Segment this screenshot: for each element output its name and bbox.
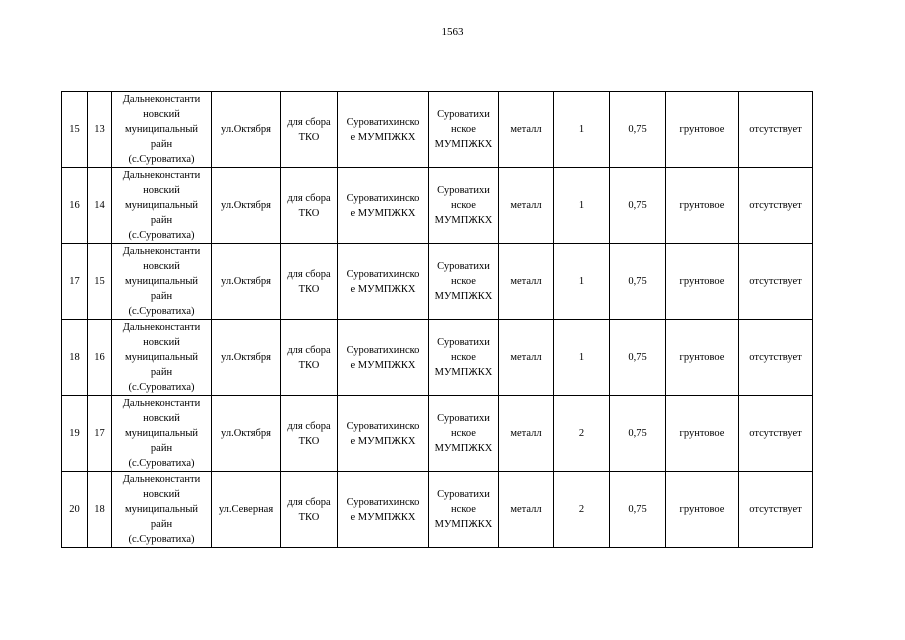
surface-cell [666, 472, 739, 548]
container-count-cell [554, 244, 610, 320]
fence-cell-text: отсутствует [749, 276, 802, 287]
table-body [62, 92, 813, 548]
fence-cell [739, 472, 813, 548]
owner-cell-text: Суроватихинско е МУМПЖКХ [346, 344, 420, 371]
district-cell-text: Дальнеконстанти новский муниципальный райн (с.Суроватиха) [122, 246, 201, 317]
container-count-cell [554, 92, 610, 168]
fence-cell-text: отсутствует [749, 200, 802, 211]
street-cell-text: ул.Октября [221, 428, 271, 439]
material-cell-text: металл [510, 200, 542, 211]
volume-cell-text: 0,75 [628, 200, 647, 211]
volume-cell [610, 396, 666, 472]
surface-cell [666, 92, 739, 168]
material-cell-text: металл [510, 276, 542, 287]
row-number-cell [62, 92, 88, 168]
row-number-cell-text: 16 [69, 200, 80, 211]
container-count-cell [554, 168, 610, 244]
table-row [62, 92, 813, 168]
material-cell [499, 472, 554, 548]
material-cell-text: металл [510, 352, 542, 363]
volume-cell [610, 472, 666, 548]
owner-cell [338, 168, 429, 244]
operator-cell [429, 396, 499, 472]
surface-cell-text: грунтовое [679, 504, 725, 515]
owner-cell-text: Суроватихинско е МУМПЖКХ [346, 116, 420, 143]
fence-cell-text: отсутствует [749, 352, 802, 363]
street-cell [212, 92, 281, 168]
owner-cell-text: Суроватихинско е МУМПЖКХ [346, 420, 420, 447]
operator-cell [429, 472, 499, 548]
container-count-cell [554, 320, 610, 396]
purpose-cell [281, 472, 338, 548]
surface-cell [666, 396, 739, 472]
page-number: 1563 [441, 26, 464, 38]
owner-cell-text: Суроватихинско е МУМПЖКХ [346, 268, 420, 295]
district-cell [112, 472, 212, 548]
owner-cell-text: Суроватихинско е МУМПЖКХ [346, 192, 420, 219]
operator-cell-text: Суроватихи нское МУМПЖКХ [434, 489, 493, 530]
volume-cell [610, 244, 666, 320]
material-cell [499, 320, 554, 396]
district-cell [112, 244, 212, 320]
surface-cell [666, 244, 739, 320]
sub-number-cell [88, 244, 112, 320]
purpose-cell [281, 244, 338, 320]
row-number-cell-text: 20 [69, 504, 80, 515]
volume-cell-text: 0,75 [628, 276, 647, 287]
operator-cell-text: Суроватихи нское МУМПЖКХ [434, 337, 493, 378]
volume-cell-text: 0,75 [628, 504, 647, 515]
purpose-cell-text: для сбора ТКО [287, 268, 331, 295]
material-cell [499, 244, 554, 320]
district-cell [112, 396, 212, 472]
sub-number-cell-text: 14 [94, 200, 105, 211]
district-cell-text: Дальнеконстанти новский муниципальный райн (с.Суроватиха) [122, 94, 201, 165]
purpose-cell-text: для сбора ТКО [287, 420, 331, 447]
district-cell [112, 168, 212, 244]
street-cell-text: ул.Октября [221, 124, 271, 135]
fence-cell [739, 244, 813, 320]
fence-cell-text: отсутствует [749, 428, 802, 439]
container-count-cell-text: 2 [578, 504, 585, 515]
container-count-cell-text: 1 [578, 352, 585, 363]
street-cell [212, 244, 281, 320]
table-row [62, 168, 813, 244]
volume-cell-text: 0,75 [628, 428, 647, 439]
district-cell-text: Дальнеконстанти новский муниципальный райн (с.Суроватиха) [122, 322, 201, 393]
district-cell-text: Дальнеконстанти новский муниципальный райн (с.Суроватиха) [122, 474, 201, 545]
sub-number-cell-text: 18 [94, 504, 105, 515]
purpose-cell [281, 320, 338, 396]
street-cell-text: ул.Октября [221, 276, 271, 287]
street-cell [212, 472, 281, 548]
volume-cell-text: 0,75 [628, 352, 647, 363]
material-cell [499, 168, 554, 244]
purpose-cell-text: для сбора ТКО [287, 192, 331, 219]
table-row [62, 320, 813, 396]
owner-cell [338, 92, 429, 168]
owner-cell [338, 472, 429, 548]
container-count-cell-text: 2 [578, 428, 585, 439]
purpose-cell-text: для сбора ТКО [287, 116, 331, 143]
surface-cell [666, 320, 739, 396]
purpose-cell [281, 396, 338, 472]
row-number-cell [62, 472, 88, 548]
street-cell [212, 320, 281, 396]
container-count-cell-text: 1 [578, 276, 585, 287]
purpose-cell-text: для сбора ТКО [287, 344, 331, 371]
surface-cell-text: грунтовое [679, 428, 725, 439]
table-row [62, 396, 813, 472]
sub-number-cell [88, 472, 112, 548]
street-cell [212, 396, 281, 472]
district-cell-text: Дальнеконстанти новский муниципальный райн (с.Суроватиха) [122, 398, 201, 469]
table-row [62, 244, 813, 320]
container-sites-table [61, 91, 813, 548]
surface-cell-text: грунтовое [679, 352, 725, 363]
fence-cell [739, 92, 813, 168]
material-cell [499, 396, 554, 472]
container-count-cell [554, 396, 610, 472]
purpose-cell-text: для сбора ТКО [287, 496, 331, 523]
volume-cell [610, 92, 666, 168]
container-count-cell-text: 1 [578, 124, 585, 135]
purpose-cell [281, 168, 338, 244]
street-cell [212, 168, 281, 244]
row-number-cell-text: 17 [69, 276, 80, 287]
operator-cell-text: Суроватихи нское МУМПЖКХ [434, 413, 493, 454]
sub-number-cell [88, 396, 112, 472]
operator-cell-text: Суроватихи нское МУМПЖКХ [434, 185, 493, 226]
material-cell-text: металл [510, 428, 542, 439]
sub-number-cell-text: 17 [94, 428, 105, 439]
row-number-cell-text: 15 [69, 124, 80, 135]
owner-cell [338, 320, 429, 396]
material-cell-text: металл [510, 504, 542, 515]
district-cell [112, 320, 212, 396]
fence-cell [739, 168, 813, 244]
fence-cell [739, 320, 813, 396]
owner-cell-text: Суроватихинско е МУМПЖКХ [346, 496, 420, 523]
volume-cell-text: 0,75 [628, 124, 647, 135]
sub-number-cell [88, 92, 112, 168]
table-row [62, 472, 813, 548]
container-count-cell-text: 1 [578, 200, 585, 211]
street-cell-text: ул.Октября [221, 200, 271, 211]
operator-cell-text: Суроватихи нское МУМПЖКХ [434, 261, 493, 302]
surface-cell [666, 168, 739, 244]
surface-cell-text: грунтовое [679, 276, 725, 287]
operator-cell [429, 92, 499, 168]
volume-cell [610, 320, 666, 396]
operator-cell-text: Суроватихи нское МУМПЖКХ [434, 109, 493, 150]
fence-cell-text: отсутствует [749, 504, 802, 515]
owner-cell [338, 244, 429, 320]
operator-cell [429, 244, 499, 320]
fence-cell [739, 396, 813, 472]
street-cell-text: ул.Северная [218, 504, 274, 515]
sub-number-cell [88, 168, 112, 244]
owner-cell [338, 396, 429, 472]
fence-cell-text: отсутствует [749, 124, 802, 135]
surface-cell-text: грунтовое [679, 124, 725, 135]
container-count-cell [554, 472, 610, 548]
material-cell [499, 92, 554, 168]
material-cell-text: металл [510, 124, 542, 135]
row-number-cell-text: 19 [69, 428, 80, 439]
district-cell [112, 92, 212, 168]
purpose-cell [281, 92, 338, 168]
sub-number-cell-text: 16 [94, 352, 105, 363]
row-number-cell [62, 320, 88, 396]
surface-cell-text: грунтовое [679, 200, 725, 211]
sub-number-cell-text: 15 [94, 276, 105, 287]
volume-cell [610, 168, 666, 244]
district-cell-text: Дальнеконстанти новский муниципальный райн (с.Суроватиха) [122, 170, 201, 241]
sub-number-cell [88, 320, 112, 396]
row-number-cell-text: 18 [69, 352, 80, 363]
operator-cell [429, 320, 499, 396]
sub-number-cell-text: 13 [94, 124, 105, 135]
street-cell-text: ул.Октября [221, 352, 271, 363]
operator-cell [429, 168, 499, 244]
row-number-cell [62, 168, 88, 244]
row-number-cell [62, 244, 88, 320]
row-number-cell [62, 396, 88, 472]
